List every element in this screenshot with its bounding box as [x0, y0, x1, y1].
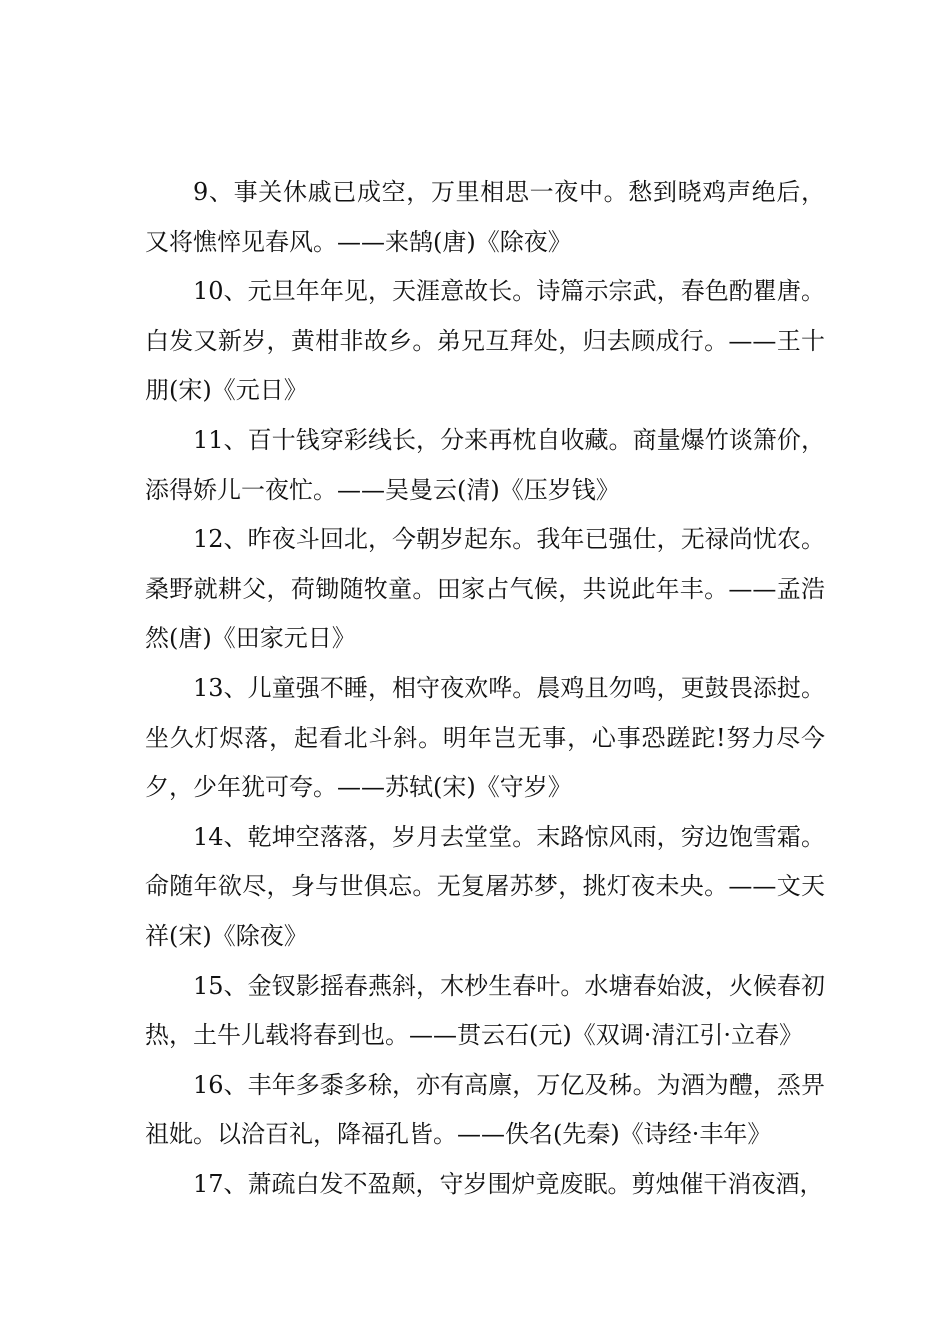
- text-line: 初热，土牛儿载将春到也。——贯云石(元)《双调·清江引·: [145, 971, 825, 1050]
- text-line: 15、金钗影摇春燕斜，木杪生春叶。水塘春始波，火候春: [193, 971, 801, 1000]
- poem-paragraph-12: [145, 515, 825, 664]
- text-line: 17、萧疏白发不盈颠，守岁围炉竟废眠。剪烛催干消夜酒，: [193, 1169, 824, 1198]
- text-line: 白发又新岁，黄柑非故乡。弟兄互拜处，归去顾成行。——王: [145, 326, 801, 355]
- poem-paragraph-16: [145, 1061, 825, 1160]
- poem-paragraph-11: [145, 416, 825, 515]
- text-line: 13、儿童强不睡，相守夜欢哗。晨鸡且勿鸣，更鼓畏添挝。: [193, 673, 825, 702]
- text-line: 14、乾坤空落落，岁月去堂堂。末路惊风雨，穷边饱雪霜。: [193, 822, 825, 851]
- text-line: 9、事关休戚已成空，万里相思一夜中。愁到晓鸡声绝后，: [193, 178, 825, 206]
- text-line: 16、丰年多黍多稌，亦有高廪，万亿及秭。为酒为醴，烝畀: [193, 1070, 825, 1099]
- text-line: 12、昨夜斗回北，今朝岁起东。我年已强仕，无禄尚忧农。: [193, 525, 825, 554]
- poem-paragraph-13: [145, 664, 825, 813]
- text-line: 天祥(宋)《除夜》: [145, 872, 825, 950]
- text-line: 十朋(宋)《元日》: [145, 326, 825, 405]
- text-line: 11、百十钱穿彩线长，分来再枕自收藏。商量爆竹谈箫价，: [193, 425, 825, 454]
- text-line: 命随年欲尽，身与世俱忘。无复屠苏梦，挑灯夜未央。——文: [145, 872, 801, 901]
- poem-paragraph-9: [145, 168, 825, 267]
- poem-paragraph-15: [145, 962, 825, 1061]
- text-line: 又将憔悴见春风。——来鹄(唐)《除夜》: [145, 227, 572, 256]
- text-line: 立春》: [730, 1021, 803, 1050]
- poem-paragraph-17: [145, 1160, 825, 1210]
- text-line: 桑野就耕父，荷锄随牧童。田家占气候，共说此年丰。——孟: [145, 574, 801, 603]
- poem-paragraph-10: [145, 267, 825, 416]
- text-line: 浩然(唐)《田家元日》: [145, 574, 825, 653]
- text-line: 坐久灯烬落，起看北斗斜。明年岂无事，心事恐蹉跎!努力尽: [145, 723, 801, 752]
- text-line: 祖妣。以洽百礼，降福孔皆。——佚名(先秦)《诗经·丰年》: [145, 1120, 772, 1149]
- document-page: [145, 168, 825, 1209]
- text-line: 10、元旦年年见，天涯意故长。诗篇示宗武，春色酌瞿唐。: [193, 277, 825, 306]
- text-line: 添得娇儿一夜忙。——吴曼云(清)《压岁钱》: [145, 475, 620, 504]
- text-line: 今夕，少年犹可夸。——苏轼(宋)《守岁》: [145, 723, 825, 802]
- poem-paragraph-14: [145, 813, 825, 962]
